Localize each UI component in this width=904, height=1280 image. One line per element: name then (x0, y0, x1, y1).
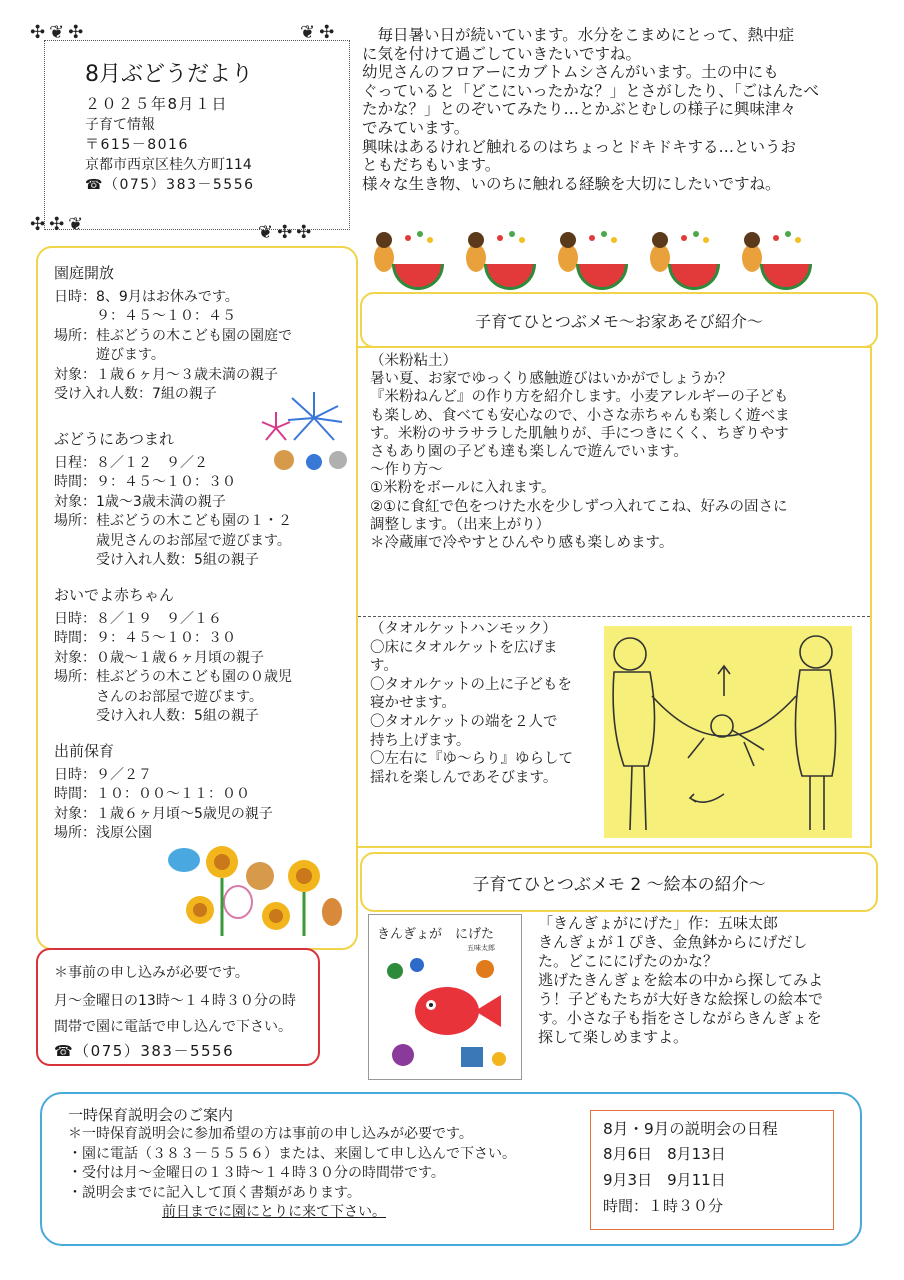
book-line: う！子どもたちが大好きな絵探しの絵本で (538, 990, 824, 1008)
towel-line: 揺れを楽しんであそびます。 (370, 769, 558, 786)
book-description (538, 914, 858, 1047)
event-line: 日時：８／１９ ９／１６ (54, 610, 222, 627)
book-line: 逃げたきんぎょを絵本の中から探してみよ (538, 971, 824, 989)
towel-line: 〇タオルケットの端を２人で (370, 713, 558, 730)
info-line: ・受付は月～金曜日の１３時～１４時３０分の時間帯です。 (68, 1165, 445, 1182)
intro-line: ともだちもいます。 (362, 156, 501, 175)
schedule-box (590, 1110, 834, 1230)
postal-code: 〒615－8016 (85, 137, 189, 153)
schedule-heading: 8月・9月の説明会の日程 (603, 1120, 778, 1138)
flourish-bottom-left: ✣✣❦ (30, 214, 88, 235)
event-line: 場所：桂ぶどうの木こども園の園庭で (54, 327, 292, 344)
towel-line: 〇左右に『ゆ～らり』ゆらして (370, 751, 573, 768)
watermelon-icon (650, 231, 720, 290)
flourish-top-right: ❦✣ (300, 22, 339, 43)
clay-line: 『米粉ねんど』の作り方を紹介します。小麦アレルギーの子ども (370, 389, 789, 406)
event-outreach (54, 742, 273, 844)
info-line: ・説明会までに記入して頂く書類があります。 (68, 1184, 361, 1201)
home-play-panel (356, 346, 872, 848)
clay-line: ①米粉をボールに入れます。 (370, 480, 556, 497)
watermelon-icon (466, 231, 536, 290)
event-line: 日時：９／２７ (54, 766, 152, 783)
towel-line: （タオルケットハンモック） (370, 621, 557, 637)
event-line: 歳児さんのお部屋で遊びます。 (54, 532, 291, 549)
book-line: 「きんぎょがにげた」作：五味太郎 (538, 914, 779, 932)
event-line: 時間：１０：００～１１：００ (54, 786, 250, 802)
event-line: 時間：９：４５～１０：３０ (54, 474, 236, 490)
event-line: 時間：９：４５～１０：３０ (54, 630, 236, 646)
book-line: す。小さな子も指をさしながらきんぎょを (538, 1009, 822, 1027)
notice-line: ＊事前の申し込みが必要です。 (54, 965, 249, 981)
event-line: 場所：桂ぶどうの木こども園の０歳児 (54, 669, 292, 685)
book-line: た。どこににげたのかな？ (538, 952, 719, 970)
event-line: 場所：浅原公園 (54, 825, 152, 841)
towel-line: 〇床にタオルケットを広げま (370, 639, 558, 656)
phone-number: ☎（075）383－5556 (85, 177, 255, 193)
clay-line: ②①に食紅で色をつけた水を少しずつ入れてこね、好みの固さに (370, 498, 788, 515)
clay-line: 調整します。（出来上がり） (370, 516, 551, 533)
org-name: 子育て情報 (85, 117, 155, 133)
application-notice (36, 948, 320, 1066)
info-line: ＊一時保育説明会に参加希望の方は事前の申し込みが必要です。 (68, 1126, 473, 1143)
memo1-title: 子育てひとつぶメモ～お家あそび紹介～ (475, 311, 763, 331)
memo2-title: 子育てひとつぶメモ 2 ～絵本の紹介～ (472, 874, 766, 895)
notice-line: 間帯で園に電話で申し込んで下さい。 (54, 1019, 292, 1035)
newsletter-header (44, 40, 350, 230)
intro-line: に気を付けて過ごしていきたいですね。 (362, 44, 642, 63)
book-cover-image (368, 914, 522, 1080)
info-session-panel (40, 1092, 862, 1246)
event-line: 受け入れ人数：5組の親子 (54, 552, 259, 568)
intro-paragraph (362, 26, 862, 193)
schedule-time: 時間：１時３０分 (603, 1197, 724, 1215)
event-line: 対象：1歳～3歳未満の親子 (54, 493, 226, 510)
clay-line: 暑い夏、お家でゆっくり感触遊びはいかがでしょうか？ (370, 371, 733, 388)
contact-info (85, 115, 255, 195)
event-line: 対象：１歳６ヶ月～３歳未満の親子 (54, 366, 278, 383)
info-underline-note: 前日までに園にとりに来て下さい。 (162, 1204, 386, 1221)
clay-line: す。米粉のサラサラした肌触りが、手につきにくく、ちぎりやす (370, 425, 789, 442)
towel-line: 寝かせます。 (370, 695, 456, 712)
book-line: きんぎょが１ぴき、金魚鉢からにげだし (538, 933, 808, 951)
event-heading: おいでよ赤ちゃん (54, 586, 175, 604)
schedule-row: 9月3日 9月11日 (603, 1171, 726, 1189)
clay-line: ＊冷蔵庫で冷やすとひんやり感も楽しめます。 (370, 535, 674, 552)
info-session-heading: 一時保育説明会のご案内 (68, 1106, 234, 1124)
section-divider (358, 616, 870, 617)
issue-date: ２０２５年8月１日 (85, 95, 229, 113)
event-budou (54, 430, 292, 571)
goldfish-icon (375, 955, 515, 1075)
event-line: 遊びます。 (54, 347, 165, 363)
watermelon-icon (558, 231, 628, 290)
newsletter-title: 8月ぶどうだより (85, 62, 253, 87)
intro-line: でみています。 (362, 118, 470, 137)
event-line: ９：４５～１０：４５ (54, 308, 236, 324)
watermelon-icon (742, 231, 812, 290)
book-cover-author: 五味太郎 (467, 944, 495, 952)
rice-clay-section (370, 352, 860, 552)
event-garden (54, 264, 292, 405)
event-line: さんのお部屋で遊びます。 (54, 688, 263, 705)
event-heading: 出前保育 (54, 742, 115, 760)
clay-line: さもあり園の子ども達も楽しんで遊んでいます。 (370, 444, 688, 461)
event-heading: ぶどうにあつまれ (54, 430, 175, 448)
info-session-text (68, 1106, 516, 1222)
memo2-title-box (360, 852, 878, 912)
events-panel (36, 246, 358, 950)
book-line: 探して楽しめますよ。 (538, 1028, 689, 1046)
intro-line: たかな？」とのぞいてみたり…とかぶとむしの様子に興味津々 (362, 100, 797, 119)
notice-phone: ☎（075）383－5556 (54, 1042, 235, 1060)
towel-hammock-section (370, 620, 610, 787)
event-heading: 園庭開放 (54, 264, 115, 282)
beetle-watermelon-illustration (364, 226, 824, 292)
towel-hammock-illustration (604, 626, 852, 838)
clay-line: も楽しめ、食べても安心なので、小さな赤ちゃんも楽しく遊べま (370, 407, 790, 424)
intro-line: 様々な生き物、いのちに触れる経験を大切にしたいですね。 (362, 174, 781, 193)
intro-line: 興味はあるけれど触れるのはちょっとドキドキする…というお (362, 137, 797, 156)
intro-line: 幼児さんのフロアーにカブトムシさんがいます。土の中にも (362, 63, 779, 82)
flourish-bottom-right: ❦✣✣ (258, 222, 316, 243)
watermelon-icon (374, 231, 444, 290)
event-line: 場所：桂ぶどうの木こども園の１・２ (54, 513, 292, 529)
book-cover-title: きんぎょが にげた (377, 927, 495, 942)
address: 京都市西京区桂久方町114 (85, 157, 252, 173)
memo1-title-box (360, 292, 878, 348)
event-line: 日程：８／１２ ９／２ (54, 454, 208, 471)
event-line: 受け入れ人数：7組の親子 (54, 386, 217, 402)
towel-line: す。 (370, 658, 398, 675)
flourish-top-left: ✣❦✣ (30, 22, 88, 43)
sunflower-animals-illustration (164, 836, 354, 940)
clay-line: （米粉粘土） (370, 353, 457, 369)
notice-line: 月～金曜日の13時～１４時３０分の時 (54, 993, 296, 1009)
event-line: 日時：8、9月はお休みです。 (54, 288, 239, 305)
event-line: 受け入れ人数：5組の親子 (54, 708, 259, 724)
event-line: 対象：１歳６ヶ月頃～5歳児の親子 (54, 805, 273, 822)
schedule-row: 8月6日 8月13日 (603, 1145, 726, 1163)
towel-line: 持ち上げます。 (370, 732, 471, 749)
info-line: ・園に電話（３８３－５５５６）または、来園して申し込んで下さい。 (68, 1145, 516, 1162)
intro-line: ぐっていると「どこにいったかな？」とさがしたり、「ごはんたべ (362, 81, 819, 100)
clay-line: ～作り方～ (370, 462, 443, 479)
towel-line: 〇タオルケットの上に子どもを (370, 676, 572, 693)
event-line: 対象：０歳～１歳６ヶ月頃の親子 (54, 649, 264, 666)
event-baby (54, 586, 292, 727)
intro-line: 毎日暑い日が続いています。水分をこまめにとって、熱中症 (362, 26, 795, 44)
